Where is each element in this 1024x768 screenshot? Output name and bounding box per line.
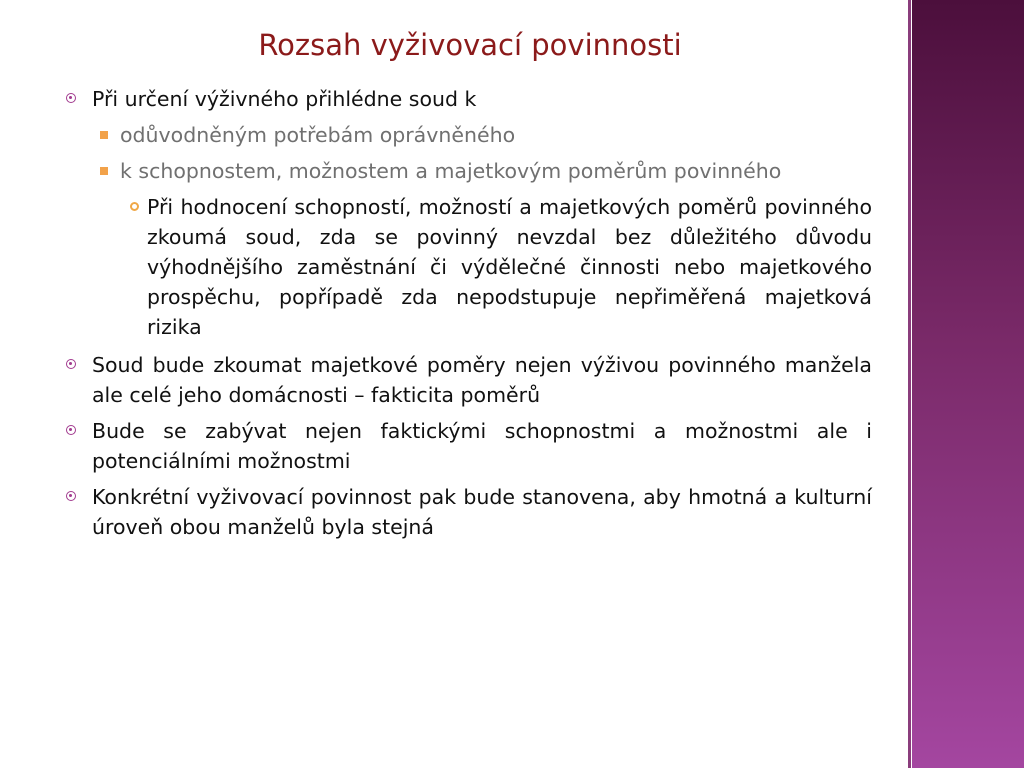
circle-bullet-icon (66, 359, 76, 369)
circle-bullet-icon (66, 93, 76, 103)
decorative-side-band (912, 0, 1024, 768)
bullet-text: Bude se zabývat nejen faktickými schopnostmi a možnostmi ale i potenciálními možnostmi (92, 419, 872, 473)
bullet-text: Soud bude zkoumat majetkové poměry nejen výživou povinného manžela ale celé jeho domácnosti – fakticita poměrů (92, 353, 872, 407)
bullet-item (62, 350, 872, 410)
circle-bullet-icon (66, 425, 76, 435)
bullet-item (62, 84, 872, 114)
bullet-item (62, 416, 872, 476)
ring-bullet-icon (130, 202, 139, 211)
sub-bullet-item (62, 120, 872, 150)
circle-bullet-icon (66, 491, 76, 501)
bullet-text: Při určení výživného přihlédne soud k (92, 87, 477, 111)
slide-content (62, 84, 872, 548)
sub-sub-bullet-text: Při hodnocení schopností, možností a majetkových poměrů povinného zkoumá soud, zda se povinný nevzdal bez důležitého důvodu výhodnějšího zaměstnání či výdělečné činnosti nebo majetkového prospěchu, popřípadě zda nepodstupuje nepřiměřená majetková rizika (147, 195, 872, 339)
square-bullet-icon (100, 131, 108, 139)
side-divider (908, 0, 911, 768)
slide-title: Rozsah vyživovací povinnosti (258, 28, 682, 62)
bullet-text: Konkrétní vyživovací povinnost pak bude stanovena, aby hmotná a kulturní úroveň obou manželů byla stejná (92, 485, 872, 539)
bullet-item (62, 482, 872, 542)
sub-bullet-text: k schopnostem, možnostem a majetkovým poměrům povinného (120, 159, 782, 183)
sub-bullet-text: odůvodněným potřebám oprávněného (120, 123, 516, 147)
square-bullet-icon (100, 167, 108, 175)
sub-sub-bullet-item (62, 192, 872, 342)
sub-bullet-item (62, 156, 872, 186)
